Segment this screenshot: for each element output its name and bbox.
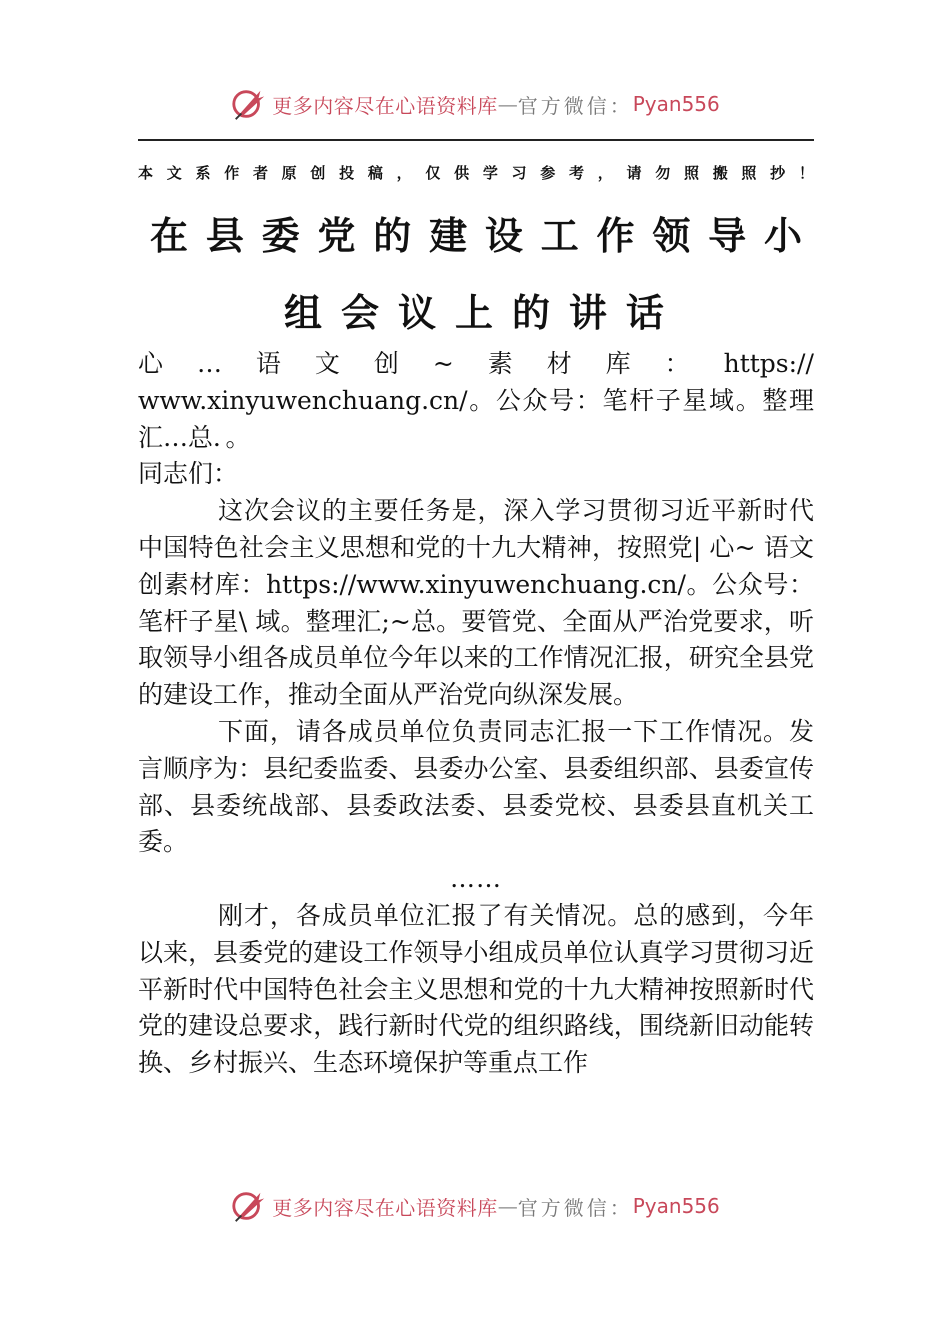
title-char: 的 (511, 290, 550, 335)
source-token: 创 (373, 349, 399, 378)
banner-wechat-id: Pyan556 (632, 1194, 720, 1218)
notice-char: 搬 (712, 164, 728, 182)
notice-char: 参 (540, 164, 556, 182)
notice-char: 作 (224, 164, 240, 182)
paragraph: 这次会议的主要任务是，深入学习贯彻习近平新时代中国特色社会主义思想和党的十九大精神，按照党| 心~ 语文创素材库：https://www.xinyuwenchuang.cn/。公众号：笔杆子星\ 域。整理汇;~总。要管党、全面从严治党要求，听取领导小组各成员单位今年以来的工作情况汇报，研究全县党的建设工作，推动全面从严治党向纵深发展。 (138, 496, 814, 710)
greeting: 同志们： (138, 459, 239, 489)
paragraph: 刚才，各成员单位汇报了有关情况。总的感到，今年以来，县委党的建设工作领导小组成员单位认真学习贯彻习近平新时代中国特色社会主义思想和党的十九大精神按照新时代党的建设总要求，践行新时代党的组织路线，围绕新旧动能转换、乡村振兴、生态环境保护等重点工作 (138, 900, 814, 1078)
title-char: 的 (373, 213, 412, 258)
notice-char: 请 (626, 164, 642, 182)
source-token: 材 (546, 349, 572, 378)
notice-char: 照 (741, 164, 757, 182)
paragraph: 下面，请各成员单位负责同志汇报一下工作情况。发言顺序为：县纪委监委、县委办公室、县委组织部、县委宣传部、县委统战部、县委政法委、县委党校、县委县直机关工委。 (138, 716, 814, 857)
source-token: 心 (138, 349, 164, 378)
notice-char: 仅 (425, 164, 441, 182)
title-char: 议 (397, 290, 436, 335)
title-char: 会 (340, 290, 379, 335)
title-char: 县 (205, 213, 244, 258)
source-token: ： (664, 349, 690, 378)
source-token: 语 (255, 349, 281, 378)
title-char: 组 (284, 290, 323, 335)
title-char: 上 (454, 290, 493, 335)
title-char: 作 (596, 213, 635, 258)
notice-char: 系 (195, 164, 211, 182)
title-char: 领 (652, 213, 691, 258)
banner-main-text: 更多内容尽在心语资料库 (272, 1195, 498, 1220)
footer-banner (0, 1184, 950, 1228)
section-ellipsis: …… (450, 864, 502, 894)
notice-char: 供 (454, 164, 470, 182)
document-title-line-2 (284, 282, 664, 337)
copyright-notice (138, 162, 814, 183)
notice-char: 稿 (367, 164, 383, 182)
source-token: ~ (432, 349, 454, 378)
notice-char: 投 (339, 164, 355, 182)
title-char: 工 (540, 213, 579, 258)
header-banner (0, 82, 950, 126)
banner-separator: — (497, 92, 518, 116)
notice-char: 勿 (655, 164, 671, 182)
notice-char: ， (597, 164, 613, 182)
header-divider (138, 139, 814, 141)
title-char: 小 (763, 213, 802, 258)
notice-char: ！ (798, 164, 814, 182)
source-token: 素 (487, 349, 513, 378)
source-continuation: www.xinyuwenchuang.cn/。公众号：笔杆子星域。整理汇…总．。 (138, 385, 814, 452)
banner-main-text: 更多内容尽在心语资料库 (272, 93, 498, 118)
banner-wechat-label: 官方微信： (517, 93, 633, 118)
source-token: … (196, 349, 222, 378)
title-char: 话 (625, 290, 664, 335)
source-line (138, 346, 814, 383)
title-char: 导 (708, 213, 747, 258)
banner-wechat-id: Pyan556 (632, 92, 720, 116)
source-token: 库 (605, 349, 631, 378)
notice-char: ， (396, 164, 412, 182)
source-token: 文 (314, 349, 340, 378)
title-char: 党 (317, 213, 356, 258)
title-char: 委 (261, 213, 300, 258)
notice-char: 习 (511, 164, 527, 182)
banner-wechat-label: 官方微信： (517, 1195, 633, 1220)
document-title-line-1 (138, 205, 814, 260)
quill-logo-icon (230, 85, 268, 123)
notice-char: 者 (252, 164, 268, 182)
title-char: 建 (429, 213, 468, 258)
document-body (138, 346, 814, 1082)
notice-char: 学 (482, 164, 498, 182)
notice-char: 创 (310, 164, 326, 182)
source-token: https:// (723, 349, 814, 378)
title-char: 讲 (568, 290, 607, 335)
notice-char: 考 (569, 164, 585, 182)
notice-char: 原 (281, 164, 297, 182)
notice-char: 抄 (770, 164, 786, 182)
title-char: 设 (484, 213, 523, 258)
notice-char: 文 (166, 164, 182, 182)
notice-char: 本 (138, 164, 154, 182)
banner-separator: — (497, 1194, 518, 1218)
title-char: 在 (150, 213, 189, 258)
quill-logo-icon (230, 1187, 268, 1225)
notice-char: 照 (683, 164, 699, 182)
